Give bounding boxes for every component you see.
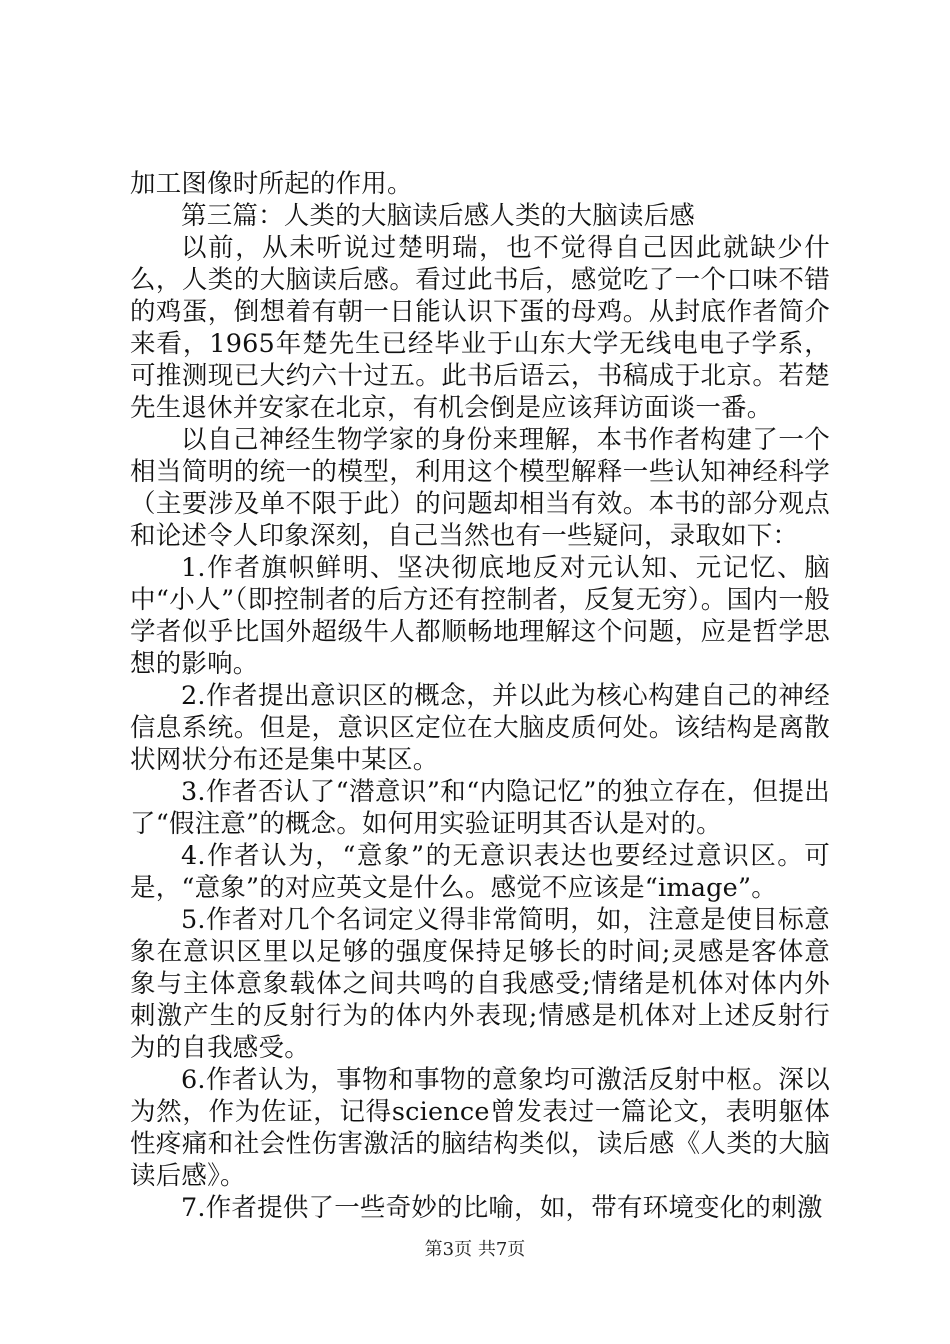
paragraph: 以自己神经生物学家的身份来理解，本书作者构建了一个相当简明的统一的模型，利用这个模型解释一些认知神经科学（主要涉及单不限于此）的问题却相当有效。本书的部分观点和论述令人印象深刻，自己当然也有一些疑问，录取如下：: [130, 425, 830, 551]
page-number-footer: 第3页 共7页: [424, 1239, 526, 1260]
list-item: 1.作者旗帜鲜明、坚决彻底地反对元认知、元记忆、脑中“小人”（即控制者的后方还有控制者，反复无穷）。国内一般学者似乎比国外超级牛人都顺畅地理解这个问题，应是哲学思想的影响。: [130, 553, 830, 679]
document-body: [130, 168, 830, 1224]
paragraph: 以前，从未听说过楚明瑞，也不觉得自己因此就缺少什么，人类的大脑读后感。看过此书后，感觉吃了一个口味不错的鸡蛋，倒想着有朝一日能认识下蛋的母鸡。从封底作者简介来看，1965年楚先生已经毕业于山东大学无线电电子学系，可推测现已大约六十过五。此书后语云，书稿成于北京。若楚先生退休并安家在北京，有机会倒是应该拜访面谈一番。: [130, 233, 830, 423]
list-item: 4.作者认为，“意象”的无意识表达也要经过意识区。可是，“意象”的对应英文是什么。感觉不应该是“image”。: [130, 841, 830, 903]
paragraph-continuation: 加工图像时所起的作用。: [130, 169, 413, 199]
list-item: 3.作者否认了“潜意识”和“内隐记忆”的独立存在，但提出了“假注意”的概念。如何用实验证明其否认是对的。: [130, 777, 830, 839]
list-item: 6.作者认为，事物和事物的意象均可激活反射中枢。深以为然，作为佐证，记得science曾发表过一篇论文，表明躯体性疼痛和社会性伤害激活的脑结构类似，读后感《人类的大脑读后感》。: [130, 1065, 830, 1191]
list-item: 7.作者提供了一些奇妙的比喻，如，带有环境变化的刺激: [181, 1193, 823, 1223]
list-item: 2.作者提出意识区的概念，并以此为核心构建自己的神经信息系统。但是，意识区定位在大脑皮质何处。该结构是离散状网状分布还是集中某区。: [130, 681, 830, 775]
section-heading: 第三篇：人类的大脑读后感人类的大脑读后感: [181, 201, 696, 231]
list-item: 5.作者对几个名词定义得非常简明，如，注意是使目标意象在意识区里以足够的强度保持足够长的时间;灵感是客体意象与主体意象载体之间共鸣的自我感受;情绪是机体对体内外刺激产生的反射行为的体内外表现;情感是机体对上述反射行为的自我感受。: [130, 905, 830, 1063]
